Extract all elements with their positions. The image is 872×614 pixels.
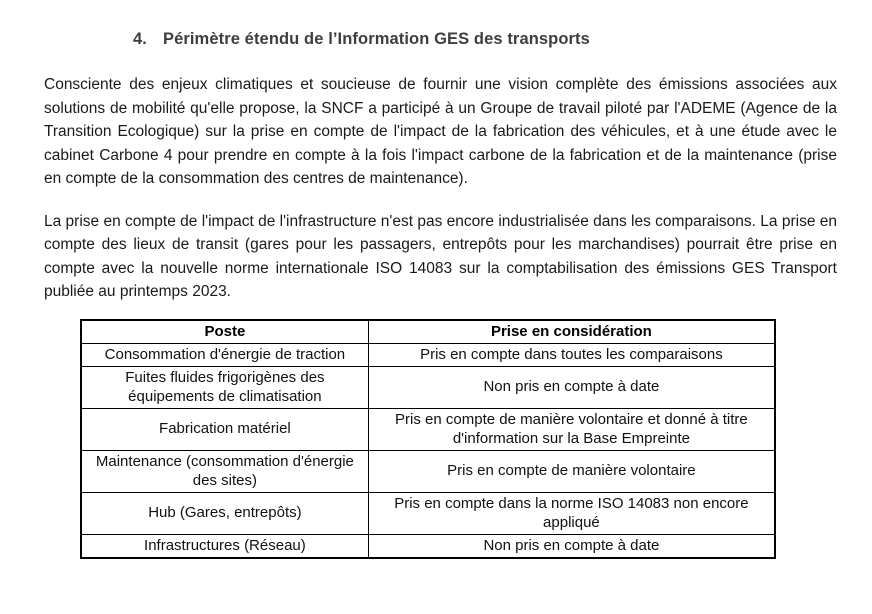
table-cell-consideration: Pris en compte dans toutes les comparaisons [368, 343, 775, 366]
table-cell-consideration: Pris en compte dans la norme ISO 14083 non encore appliqué [368, 492, 775, 534]
table-row [81, 534, 775, 558]
section-heading-title: Périmètre étendu de l’Information GES des transports [162, 30, 590, 48]
table-cell-poste: Consommation d'énergie de traction [81, 343, 368, 366]
table-cell-consideration: Pris en compte de manière volontaire [368, 450, 775, 492]
table-header-row [81, 320, 775, 344]
table-row [81, 450, 775, 492]
table-cell-consideration: Pris en compte de manière volontaire et donné à titre d'information sur la Base Empreinte [368, 408, 775, 450]
section-heading-number: 4. [133, 30, 147, 48]
table-cell-poste: Hub (Gares, entrepôts) [81, 492, 368, 534]
section-heading [133, 29, 837, 49]
table-cell-poste: Fuites fluides frigorigènes des équipements de climatisation [81, 366, 368, 408]
table-row [81, 343, 775, 366]
table-cell-poste: Maintenance (consommation d'énergie des sites) [81, 450, 368, 492]
table-cell-poste: Fabrication matériel [81, 408, 368, 450]
table-cell-poste: Infrastructures (Réseau) [81, 534, 368, 558]
table-cell-consideration: Non pris en compte à date [368, 366, 775, 408]
table-row [81, 408, 775, 450]
paragraph-infrastructure-iso14083: La prise en compte de l'impact de l'infrastructure n'est pas encore industrialisée dans les comparaisons. La prise en compte des lieux de transit (gares pour les passagers, entrepôts pour les marchandises) pourrait être prise en compte avec la nouvelle norme internationale ISO 14083 sur la comptabilisation des émissions GES Transport publiée au printemps 2023. [44, 212, 837, 300]
table-row [81, 366, 775, 408]
ges-perimeter-table [80, 319, 776, 559]
table-header-poste: Poste [81, 320, 368, 344]
table-header-prise-en-consideration: Prise en considération [368, 320, 775, 344]
paragraph-context-sncf-ademe: Consciente des enjeux climatiques et soucieuse de fournir une vision complète des émissions associées aux solutions de mobilité qu'elle propose, la SNCF a participé à un Groupe de travail piloté par l'ADEME (Agence de la Transition Ecologique) sur la prise en compte de l'impact de la fabrication des véhicules, et à une étude avec le cabinet Carbone 4 pour prendre en compte à la fois l'impact carbone de la fabrication et de la maintenance (prise en compte de la consommation des centres de maintenance). [44, 76, 837, 187]
table-cell-consideration: Non pris en compte à date [368, 534, 775, 558]
table-row [81, 492, 775, 534]
